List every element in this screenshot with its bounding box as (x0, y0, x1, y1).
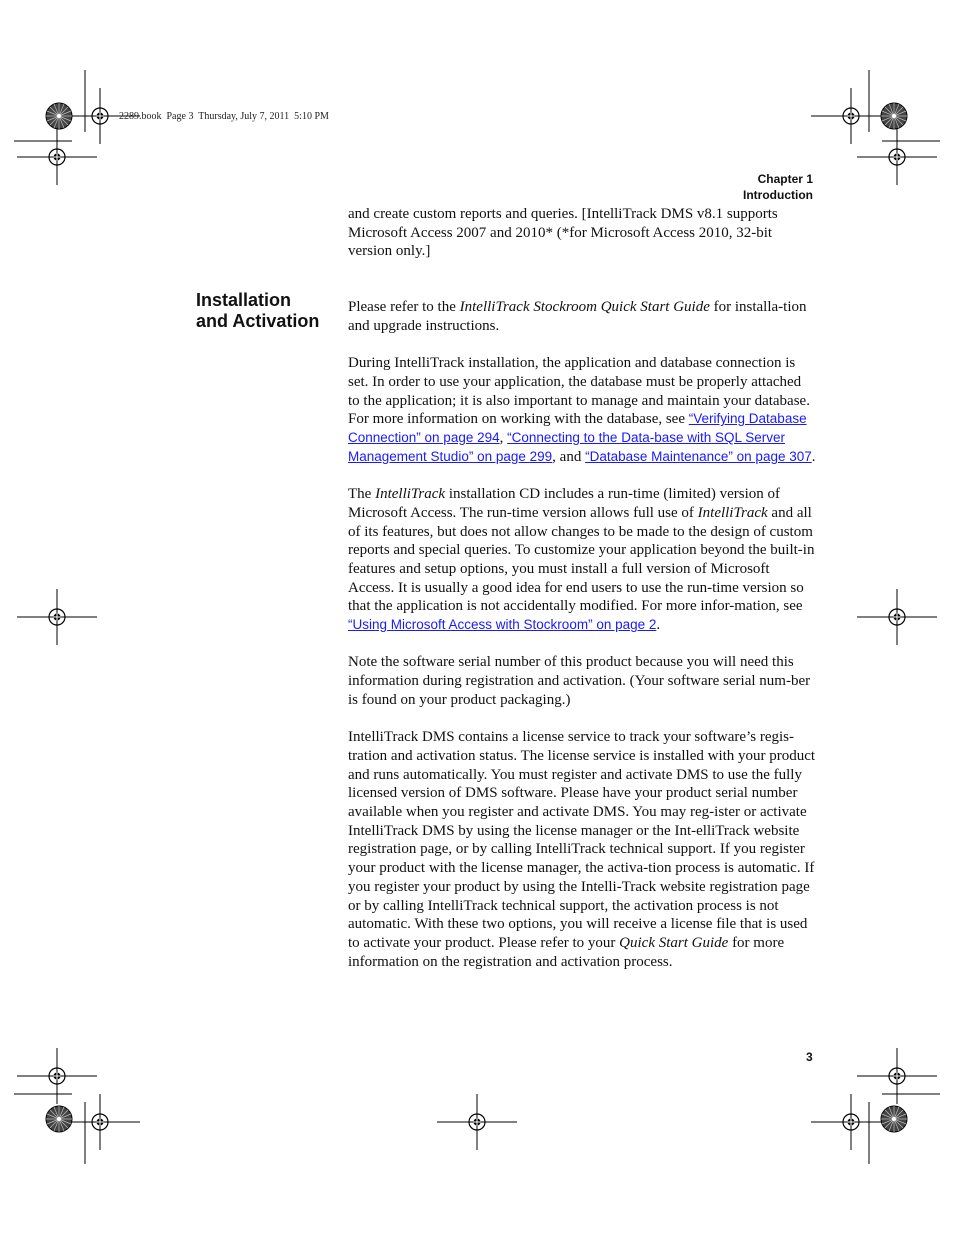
text-run: . (656, 617, 661, 634)
text-run: , (499, 430, 508, 447)
text-run: and all of its features, but does not allow changes to be made to the design of custom reports and special queries. To customize your application beyond the built-in features and setup options, you must install a full version of Microsoft Access. It is usually a good idea for end users to use the run-time version so that the application is not accidentally modified. For more infor-mation, see (348, 504, 815, 615)
link-database-maintenance[interactable]: “Database Maintenance” on page 307 (585, 448, 812, 464)
page-number: 3 (806, 1050, 813, 1064)
paragraph-runtime-access (348, 485, 816, 635)
link-verifying-connection[interactable]: “Verifying Database Connection” on page 294 (348, 411, 807, 446)
text-run: The (348, 486, 376, 503)
running-head (743, 171, 813, 203)
guide-title: Quick Start Guide (619, 934, 729, 951)
text-run: for installa-tion and upgrade instructions. (348, 299, 807, 334)
text-run: Please refer to the (348, 299, 460, 316)
chapter-label: Chapter 1 (757, 172, 813, 186)
heading-line-1: Installation (196, 290, 292, 310)
text-run: , and (552, 448, 586, 465)
paragraph-database (348, 354, 816, 466)
link-using-access[interactable]: “Using Microsoft Access with Stockroom” on page 2 (348, 617, 657, 633)
paragraph-serial-number: Note the software serial number of this product because you will need this information during registration and activation. (Your software serial num-ber is found on your product packaging.) (348, 654, 811, 708)
text-run: . (811, 448, 816, 465)
product-name: IntelliTrack (697, 504, 768, 521)
book-info: 2289.book Page 3 Thursday, July 7, 2011 5:10 PM (119, 111, 329, 122)
heading-line-2: and Activation (196, 311, 320, 331)
paragraph-quick-start (348, 298, 816, 335)
body-text (348, 205, 816, 990)
product-name: IntelliTrack (375, 486, 446, 503)
text-run: installation CD includes a run-time (limited) version of Microsoft Access. The run-time version allows full use of (348, 486, 781, 521)
section-heading (196, 290, 336, 332)
guide-title: IntelliTrack Stockroom Quick Start Guide (459, 299, 710, 316)
text-run: for more information on the registration and activation process. (348, 934, 785, 970)
paragraph-continuation: and create custom reports and queries. [IntelliTrack DMS v8.1 supports Microsoft Access 2007 and 2010* (*for Microsoft Access 2010, 32-bit version only.] (348, 206, 778, 260)
paragraph-license-service (348, 728, 816, 971)
text-run: During IntelliTrack installation, the application and database connection is set. In order to use your application, the database must be properly attached to the application; it is also important to manage and maintain your database. For more information on working with the database, see (348, 355, 810, 428)
chapter-title: Introduction (743, 188, 813, 202)
link-connecting-database[interactable]: “Connecting to the Data-base with SQL Server Management Studio” on page 299 (348, 430, 786, 464)
text-run: IntelliTrack DMS contains a license service to track your software’s regis-tration and activation status. The license service is installed with your product and runs automatically. You must register and activate DMS to use the fully licensed version of DMS software. Please have your product serial number available when you register and activate DMS. You may reg-ister or activate IntelliTrack DMS by using the license manager or the Int-elliTrack website registration page, or by calling IntelliTrack technical support. If you register your product with the license manager, the activa-tion process is automatic. If you register your product by using the Intelli-Track website registration page or by calling IntelliTrack technical support, the activation process is not automatic. With these two options, you will receive a license file that is used to activate your product. Please refer to your (348, 729, 816, 951)
